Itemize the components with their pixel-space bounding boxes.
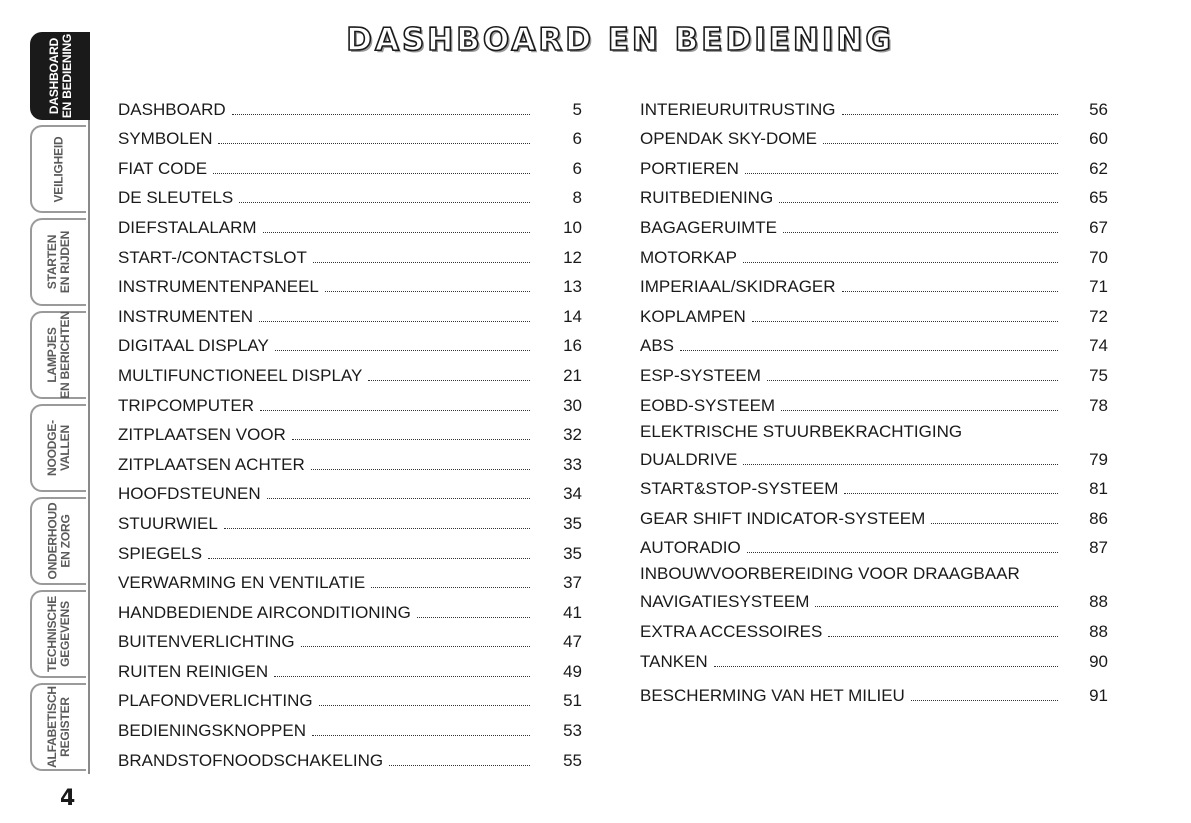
- dot-leader: [213, 173, 530, 174]
- toc-entry-page: 32: [563, 425, 582, 445]
- toc-entry-page: 62: [1089, 158, 1108, 178]
- toc-entry-page: 56: [1089, 99, 1108, 119]
- toc-entry-bescherming-van-het-milieu[interactable]: [640, 672, 1108, 706]
- tab-veiligheid[interactable]: [30, 125, 86, 213]
- toc-entry-page: 14: [563, 306, 582, 326]
- tab-label: STARTEN EN RIJDEN: [45, 230, 72, 294]
- toc-entry-multifunctioneel-display[interactable]: [118, 356, 582, 386]
- toc-entry-page: 87: [1089, 538, 1108, 558]
- toc-entry-page: 74: [1089, 336, 1108, 356]
- dot-leader: [417, 617, 530, 618]
- toc-entry-page: 5: [572, 99, 582, 119]
- tab-label: LAMPJES EN BERICHTEN: [45, 311, 73, 399]
- toc-entry-dashboard[interactable]: [118, 90, 582, 120]
- toc-entry-diefstalalarm[interactable]: [118, 208, 582, 238]
- dot-leader: [828, 636, 1058, 637]
- toc-entry-bedieningsknoppen[interactable]: [118, 711, 582, 741]
- toc-entry-start-contactslot[interactable]: [118, 238, 582, 268]
- toc-entry-handbediende-airconditioning[interactable]: [118, 593, 582, 623]
- toc-entry-brandstofnoodschakeling[interactable]: [118, 741, 582, 771]
- dot-leader: [274, 676, 530, 677]
- toc-entry-label: SYMBOLEN: [118, 129, 213, 149]
- dot-leader: [743, 464, 1058, 465]
- toc-entry-page: 88: [1089, 592, 1108, 612]
- tab-dashboard-en-bediening[interactable]: [30, 32, 90, 120]
- toc-entry-page: 70: [1089, 247, 1108, 267]
- toc-entry-gear-shift-indicator-systeem[interactable]: [640, 499, 1108, 529]
- toc-entry-hoofdsteunen[interactable]: [118, 475, 582, 505]
- toc-right-column: [640, 90, 1108, 706]
- toc-entry-page: 41: [563, 602, 582, 622]
- toc-entry-page: 55: [563, 750, 582, 770]
- toc-entry-motorkap[interactable]: [640, 238, 1108, 268]
- toc-entry-label: MOTORKAP: [640, 247, 737, 267]
- toc-entry-label: DASHBOARD: [118, 99, 226, 119]
- dot-leader: [260, 410, 530, 411]
- toc-entry-label: STUURWIEL: [118, 513, 218, 533]
- toc-entry-verwarming-en-ventilatie[interactable]: [118, 564, 582, 594]
- toc-entry-page: 75: [1089, 365, 1108, 385]
- toc-entry-symbolen[interactable]: [118, 120, 582, 150]
- toc-entry-page: 90: [1089, 651, 1108, 671]
- toc-entry-zitplaatsen-achter[interactable]: [118, 445, 582, 475]
- toc-entry-page: 10: [563, 217, 582, 237]
- toc-entry-instrumentenpaneel[interactable]: [118, 268, 582, 298]
- tab-label: TECHNISCHE GEGEVENS: [45, 595, 73, 673]
- toc-entry-label: BESCHERMING VAN HET MILIEU: [640, 685, 905, 705]
- tab-label: NOODGE- VALLEN: [45, 420, 72, 476]
- dot-leader: [311, 469, 530, 470]
- dot-leader: [232, 114, 530, 115]
- toc-entry-page: 79: [1089, 449, 1108, 469]
- toc-entry-page: 21: [563, 365, 582, 385]
- toc-entry-autoradio[interactable]: [640, 529, 1108, 559]
- tab-starten-en-rijden[interactable]: [30, 218, 86, 306]
- dot-leader: [312, 735, 530, 736]
- dot-leader: [781, 410, 1058, 411]
- toc-entry-label: HANDBEDIENDE AIRCONDITIONING: [118, 602, 411, 622]
- toc-entry-page: 37: [563, 573, 582, 593]
- toc-entry-label: HOOFDSTEUNEN: [118, 484, 261, 504]
- toc-entry-line2: [640, 444, 1108, 470]
- toc-entry-label: BAGAGERUIMTE: [640, 217, 777, 237]
- toc-entry-label: ABS: [640, 336, 675, 356]
- toc-entry-page: 49: [563, 661, 582, 681]
- dot-leader: [842, 291, 1058, 292]
- toc-entry-label: DIEFSTALALARM: [118, 217, 257, 237]
- toc-entry-page: 12: [563, 247, 582, 267]
- toc-entry-label: START-/CONTACTSLOT: [118, 247, 307, 267]
- toc-entry-page: 34: [563, 484, 582, 504]
- dot-leader: [239, 202, 530, 203]
- toc-entry-line2: [640, 586, 1108, 612]
- dot-leader: [325, 291, 530, 292]
- chapter-tabs: [0, 32, 90, 774]
- toc-entry-label: MULTIFUNCTIONEEL DISPLAY: [118, 365, 363, 385]
- toc-entry-elektrische-stuurbekrachtiging-dualdrive[interactable]: [640, 416, 1108, 470]
- dot-leader: [680, 350, 1058, 351]
- toc-entry-page: 71: [1089, 277, 1108, 297]
- tab-alfabetisch-register[interactable]: [30, 683, 86, 771]
- toc-entry-label: VERWARMING EN VENTILATIE: [118, 573, 366, 593]
- toc-entry-esp-systeem[interactable]: [640, 356, 1108, 386]
- toc-entry-page: 88: [1089, 621, 1108, 641]
- toc-entry-label: EXTRA ACCESSOIRES: [640, 621, 823, 641]
- dot-leader: [779, 202, 1058, 203]
- dot-leader: [842, 114, 1059, 115]
- toc-entry-opendak-sky-dome[interactable]: [640, 120, 1108, 150]
- tab-label: VEILIGHEID: [51, 135, 66, 203]
- dot-leader: [319, 705, 530, 706]
- toc-entry-label: NAVIGATIESYSTEEM: [640, 592, 810, 612]
- dot-leader: [301, 646, 530, 647]
- toc-entry-label: RUITBEDIENING: [640, 188, 774, 208]
- toc-entry-label: DIGITAAL DISPLAY: [118, 336, 269, 356]
- toc-entry-digitaal-display[interactable]: [118, 327, 582, 357]
- toc-entry-spiegels[interactable]: [118, 534, 582, 564]
- toc-entry-page: 35: [563, 543, 582, 563]
- dot-leader: [815, 606, 1058, 607]
- toc-entry-page: 47: [563, 632, 582, 652]
- toc-entry-page: 30: [563, 395, 582, 415]
- toc-entry-page: 72: [1089, 306, 1108, 326]
- toc-entry-label: BEDIENINGSKNOPPEN: [118, 721, 306, 741]
- toc-entry-page: 91: [1089, 685, 1108, 705]
- toc-entry-label: SPIEGELS: [118, 543, 203, 563]
- toc-entry-label: START&STOP-SYSTEEM: [640, 479, 839, 499]
- toc-entry-bagageruimte[interactable]: [640, 208, 1108, 238]
- dot-leader: [743, 262, 1058, 263]
- toc-entry-plafondverlichting[interactable]: [118, 682, 582, 712]
- toc-entry-de-sleutels[interactable]: [118, 179, 582, 209]
- toc-entry-label: DE SLEUTELS: [118, 188, 234, 208]
- toc-entry-page: 78: [1089, 395, 1108, 415]
- dot-leader: [767, 380, 1058, 381]
- tab-label: ONDERHOUD EN ZORG: [45, 502, 72, 580]
- dot-leader: [783, 232, 1058, 233]
- toc-entry-extra-accessoires[interactable]: [640, 612, 1108, 642]
- tab-technische-gegevens[interactable]: [30, 590, 86, 678]
- toc-entry-label: KOPLAMPEN: [640, 306, 746, 326]
- toc-entry-label: BUITENVERLICHTING: [118, 632, 295, 652]
- toc-entry-interieuruitrusting[interactable]: [640, 90, 1108, 120]
- dot-leader: [745, 173, 1058, 174]
- toc-entry-page: 16: [563, 336, 582, 356]
- dot-leader: [267, 498, 530, 499]
- toc-entry-ruitbediening[interactable]: [640, 179, 1108, 209]
- toc-entry-label: OPENDAK SKY-DOME: [640, 129, 817, 149]
- page-title: DASHBOARD EN BEDIENING: [346, 22, 894, 58]
- tab-label: DASHBOARD EN BEDIENING: [47, 33, 74, 119]
- toc-entry-page: 67: [1089, 217, 1108, 237]
- toc-entry-label: ZITPLAATSEN VOOR: [118, 425, 286, 445]
- toc-entry-koplampen[interactable]: [640, 297, 1108, 327]
- dot-leader: [218, 143, 530, 144]
- toc-entry-label: INSTRUMENTEN: [118, 306, 254, 326]
- toc-entry-ruiten-reinigen[interactable]: [118, 652, 582, 682]
- dot-leader: [224, 528, 530, 529]
- dot-leader: [931, 523, 1058, 524]
- toc-entry-label: EOBD-SYSTEEM: [640, 395, 776, 415]
- dot-leader: [208, 558, 530, 559]
- toc-entry-page: 65: [1089, 188, 1108, 208]
- toc-entry-label: INTERIEURUITRUSTING: [640, 99, 836, 119]
- toc-entry-tanken[interactable]: [640, 642, 1108, 672]
- toc-entry-label: INSTRUMENTENPANEEL: [118, 277, 319, 297]
- page-number: 4: [60, 786, 76, 811]
- dot-leader: [368, 380, 530, 381]
- dot-leader: [263, 232, 530, 233]
- toc-entry-page: 35: [563, 513, 582, 533]
- toc-entry-stuurwiel[interactable]: [118, 504, 582, 534]
- toc-entry-page: 86: [1089, 508, 1108, 528]
- toc-entry-page: 81: [1089, 479, 1108, 499]
- dot-leader: [752, 321, 1058, 322]
- tab-onderhoud-en-zorg[interactable]: [30, 497, 86, 585]
- dot-leader: [714, 666, 1058, 667]
- toc-entry-portieren[interactable]: [640, 149, 1108, 179]
- toc-entry-imperiaal-skidrager[interactable]: [640, 268, 1108, 298]
- toc-entry-page: 33: [563, 454, 582, 474]
- dot-leader: [844, 493, 1058, 494]
- toc-entry-label: GEAR SHIFT INDICATOR-SYSTEEM: [640, 508, 926, 528]
- toc-entry-label: PORTIEREN: [640, 158, 739, 178]
- toc-entry-page: 13: [563, 277, 582, 297]
- toc-entry-start-stop-systeem[interactable]: [640, 470, 1108, 500]
- dot-leader: [259, 321, 530, 322]
- toc-entry-label: PLAFONDVERLICHTING: [118, 691, 313, 711]
- toc-entry-label: BRANDSTOFNOODSCHAKELING: [118, 750, 384, 770]
- toc-entry-instrumenten[interactable]: [118, 297, 582, 327]
- toc-entry-fiat-code[interactable]: [118, 149, 582, 179]
- toc-entry-inbouwvoorbereiding-voor-draagbaar-navigatiesysteem[interactable]: [640, 558, 1108, 612]
- toc-entry-label: DUALDRIVE: [640, 449, 738, 469]
- dot-leader: [911, 700, 1058, 701]
- toc-entry-eobd-systeem[interactable]: [640, 386, 1108, 416]
- toc-entry-page: 6: [572, 158, 582, 178]
- toc-entry-label: ESP-SYSTEEM: [640, 365, 761, 385]
- dot-leader: [371, 587, 530, 588]
- toc-entry-label-line1: ELEKTRISCHE STUURBEKRACHTIGING: [640, 421, 963, 441]
- toc-left-column: [118, 90, 582, 771]
- toc-entry-label-line1: INBOUWVOORBEREIDING VOOR DRAAGBAAR: [640, 564, 1020, 584]
- dot-leader: [747, 552, 1058, 553]
- toc-entry-abs[interactable]: [640, 327, 1108, 357]
- dot-leader: [275, 350, 530, 351]
- toc-entry-tripcomputer[interactable]: [118, 386, 582, 416]
- toc-entry-label: TANKEN: [640, 651, 708, 671]
- toc-entry-label: FIAT CODE: [118, 158, 208, 178]
- toc-entry-label: TRIPCOMPUTER: [118, 395, 254, 415]
- tab-noodgevallen[interactable]: [30, 404, 86, 492]
- tab-label: ALFABETISCH REGISTER: [45, 686, 72, 768]
- dot-leader: [292, 439, 530, 440]
- toc-entry-page: 53: [563, 721, 582, 741]
- toc-entry-page: 51: [563, 691, 582, 711]
- dot-leader: [313, 262, 530, 263]
- toc-entry-label: RUITEN REINIGEN: [118, 661, 269, 681]
- toc-entry-label: IMPERIAAL/SKIDRAGER: [640, 277, 836, 297]
- toc-entry-page: 8: [572, 188, 582, 208]
- toc-entry-buitenverlichting[interactable]: [118, 623, 582, 653]
- toc-entry-zitplaatsen-voor[interactable]: [118, 416, 582, 446]
- tab-lampjes-en-berichten[interactable]: [30, 311, 86, 399]
- toc-entry-label: ZITPLAATSEN ACHTER: [118, 454, 305, 474]
- dot-leader: [389, 765, 530, 766]
- toc-entry-page: 6: [572, 129, 582, 149]
- toc-entry-page: 60: [1089, 129, 1108, 149]
- dot-leader: [823, 143, 1058, 144]
- toc-entry-label: AUTORADIO: [640, 538, 741, 558]
